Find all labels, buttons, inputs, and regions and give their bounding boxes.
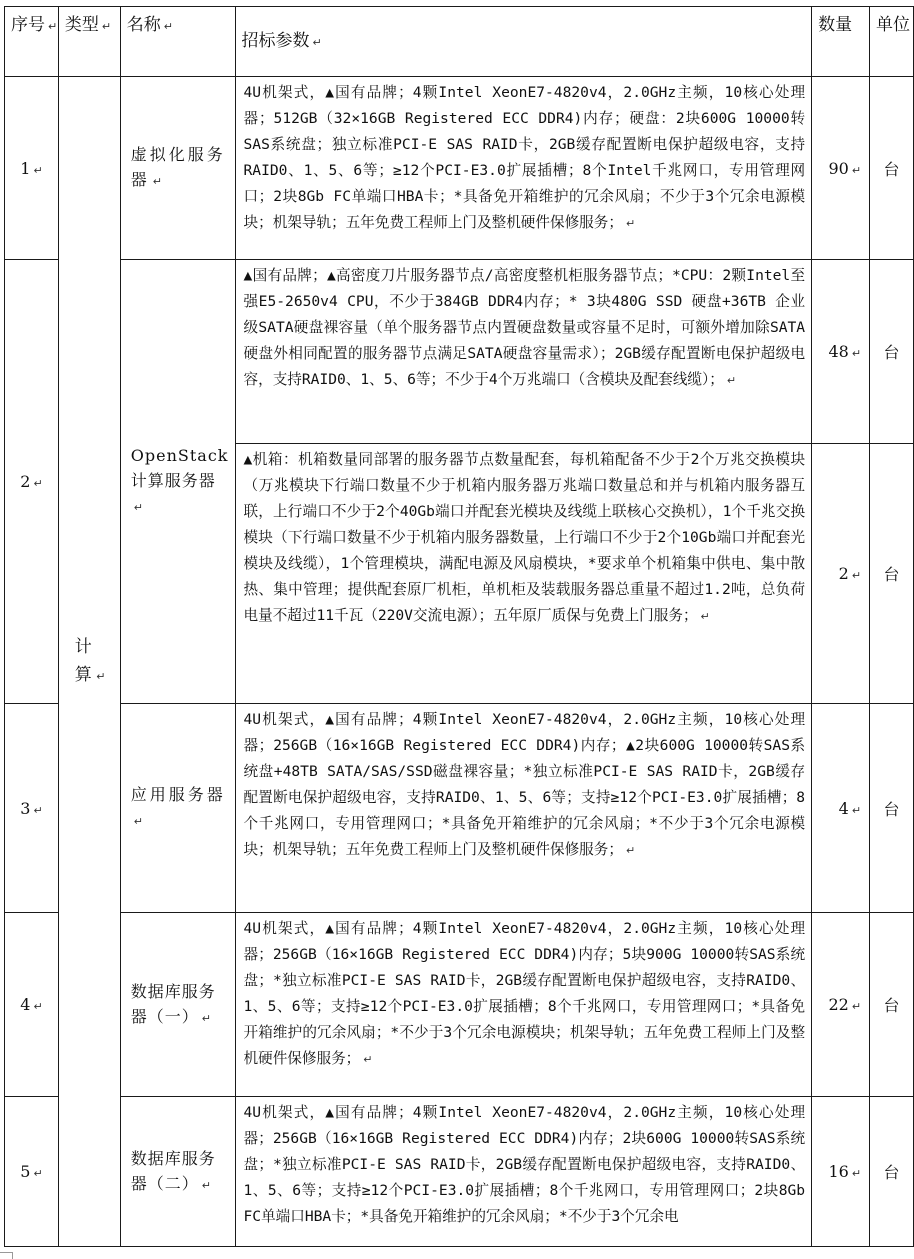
procurement-spec-table [4,6,914,1247]
table-header-row [5,7,914,77]
row-seq: 2 ↵ [5,260,59,704]
row-seq: 1 ↵ [5,77,59,260]
row-params: 4U机架式，▲国有品牌；4颗Intel XeonE7-4820v4，2.0GHz主频，10核心处理器；256GB（16×16GB Registered ECC DDR4)内存；▲2块600G 10000转SAS系统盘+48TB SATA/SAS/SSD磁盘裸容量；*独立标准PCI-E SAS RAID卡，2GB缓存配置断电保护超级电容，支持RAID0、1、5、6等；支持≥12个PCI-E3.0扩展插槽；8个千兆网口，专用管理网口；*具备免开箱维护的冗余风扇；*不少于3个冗余电源模块；机架导轨；五年免费工程师上门及整机硬件保修服务； ↵ [235,704,812,913]
row-name: OpenStack计算服务器↵ [120,260,235,704]
row-params-clip: 4U机架式，▲国有品牌；4颗Intel XeonE7-4820v4，2.0GHz主频，10核心处理器；256GB（16×16GB Registered ECC DDR4)内存；2块600G 10000转SAS系统盘；*独立标准PCI-E SAS RAID卡，2GB缓存配置断电保护超级电容，支持RAID0、1、5、6等；支持≥12个PCI-E3.0扩展插槽；8个千兆网口，专用管理网口；2块8Gb FC单端口HBA卡；*具备免开箱维护的冗余风扇；*不少于3个冗余电 [243,1104,806,1225]
row-name: 数据库服务器（一） ↵ [120,913,235,1097]
row-unit-2: 台 [870,444,914,704]
row-params: 4U机架式，▲国有品牌；4颗Intel XeonE7-4820v4，2.0GHz主频，10核心处理器；256GB（16×16GB Registered ECC DDR4)内存；5块900G 10000转SAS系统盘；*独立标准PCI-E SAS RAID卡，2GB缓存配置断电保护超级电容，支持RAID0、1、5、6等；支持≥12个PCI-E3.0扩展插槽；8个千兆网口，专用管理网口；*具备免开箱维护的冗余风扇；*不少于3个冗余电源模块；机架导轨；五年免费工程师上门及整机硬件保修服务； ↵ [235,913,812,1097]
row-qty: 48 ↵ [812,260,870,444]
row-qty: 90 ↵ [812,77,870,260]
row-params: ▲国有品牌；▲高密度刀片服务器节点/高密度整机柜服务器节点；*CPU：2颗Intel至强E5-2650v4 CPU，不少于384GB DDR4内存；* 3块480G SSD 硬盘+36TB 企业级SATA硬盘裸容量（单个服务器节点内置硬盘数量或容量不足时，可额外增加除SATA硬盘外相同配置的服务器节点满足SATA硬盘容量需求）；2GB缓存配置断电保护超级电容，支持RAID0、1、5、6等；不少于4个万兆端口（含模块及配套线缆）； ↵ [235,260,812,444]
row-name: 虚拟化服务器 ↵ [120,77,235,260]
header-seq: 序号 ↵ [5,7,59,77]
table-row [5,77,914,260]
header-qty: 数量 [812,7,870,77]
table-row [5,913,914,1097]
row-qty: 4 ↵ [812,704,870,913]
row-unit: 台 [870,1097,914,1247]
row-seq: 5 ↵ [5,1097,59,1247]
table-row [5,260,914,444]
header-unit: 单位 [870,7,914,77]
row-seq: 4 ↵ [5,913,59,1097]
category-cell: 计算 ↵ [58,77,120,1247]
row-unit: 台 [870,913,914,1097]
row-params [235,1097,812,1247]
row-qty-2: 2 ↵ [812,444,870,704]
row-unit: 台 [870,77,914,260]
row-unit: 台 [870,704,914,913]
row-params: 4U机架式，▲国有品牌；4颗Intel XeonE7-4820v4，2.0GHz主频，10核心处理器；512GB（32×16GB Registered ECC DDR4)内存；硬盘：2块600G 10000转SAS系统盘；独立标准PCI-E SAS RAID卡，2GB缓存配置断电保护超级电容，支持RAID0、1、5、6等；≥12个PCI-E3.0扩展插槽；8个Intel千兆网口，专用管理网口；2块8Gb FC单端口HBA卡；*具备免开箱维护的冗余风扇；不少于3个冗余电源模块；机架导轨；五年免费工程师上门及整机硬件保修服务； ↵ [235,77,812,260]
table-row [5,704,914,913]
row-name: 数据库服务器（二） ↵ [120,1097,235,1247]
row-name: 应用服务器↵ [120,704,235,913]
row-qty: 16 ↵ [812,1097,870,1247]
row-unit: 台 [870,260,914,444]
header-params: 招标参数 ↵ [235,7,812,77]
row-qty: 22 ↵ [812,913,870,1097]
header-name: 名称 ↵ [120,7,235,77]
row-seq: 3 ↵ [5,704,59,913]
table-row [5,1097,914,1247]
header-type: 类型 ↵ [58,7,120,77]
row-params-2: ▲机箱：机箱数量同部署的服务器节点数量配套，每机箱配备不少于2个万兆交换模块（万兆模块下行端口数量不少于机箱内服务器万兆端口数量总和并与机箱内服务器互联，上行端口不少于2个40Gb端口并配套光模块及线缆上联核心交换机），1个千兆交换模块（下行端口数量不少于机箱内服务器数量，上行端口不少于2个10Gb端口并配套光模块及线缆），1个管理模块，满配电源及风扇模块，*要求单个机箱集中供电、集中散热、集中管理；提供配套原厂机柜，单机柜及装载服务器总重量不超过1.2吨，总负荷电量不超过11千瓦（220V交流电源）；五年原厂质保与免费上门服务； ↵ [235,444,812,704]
